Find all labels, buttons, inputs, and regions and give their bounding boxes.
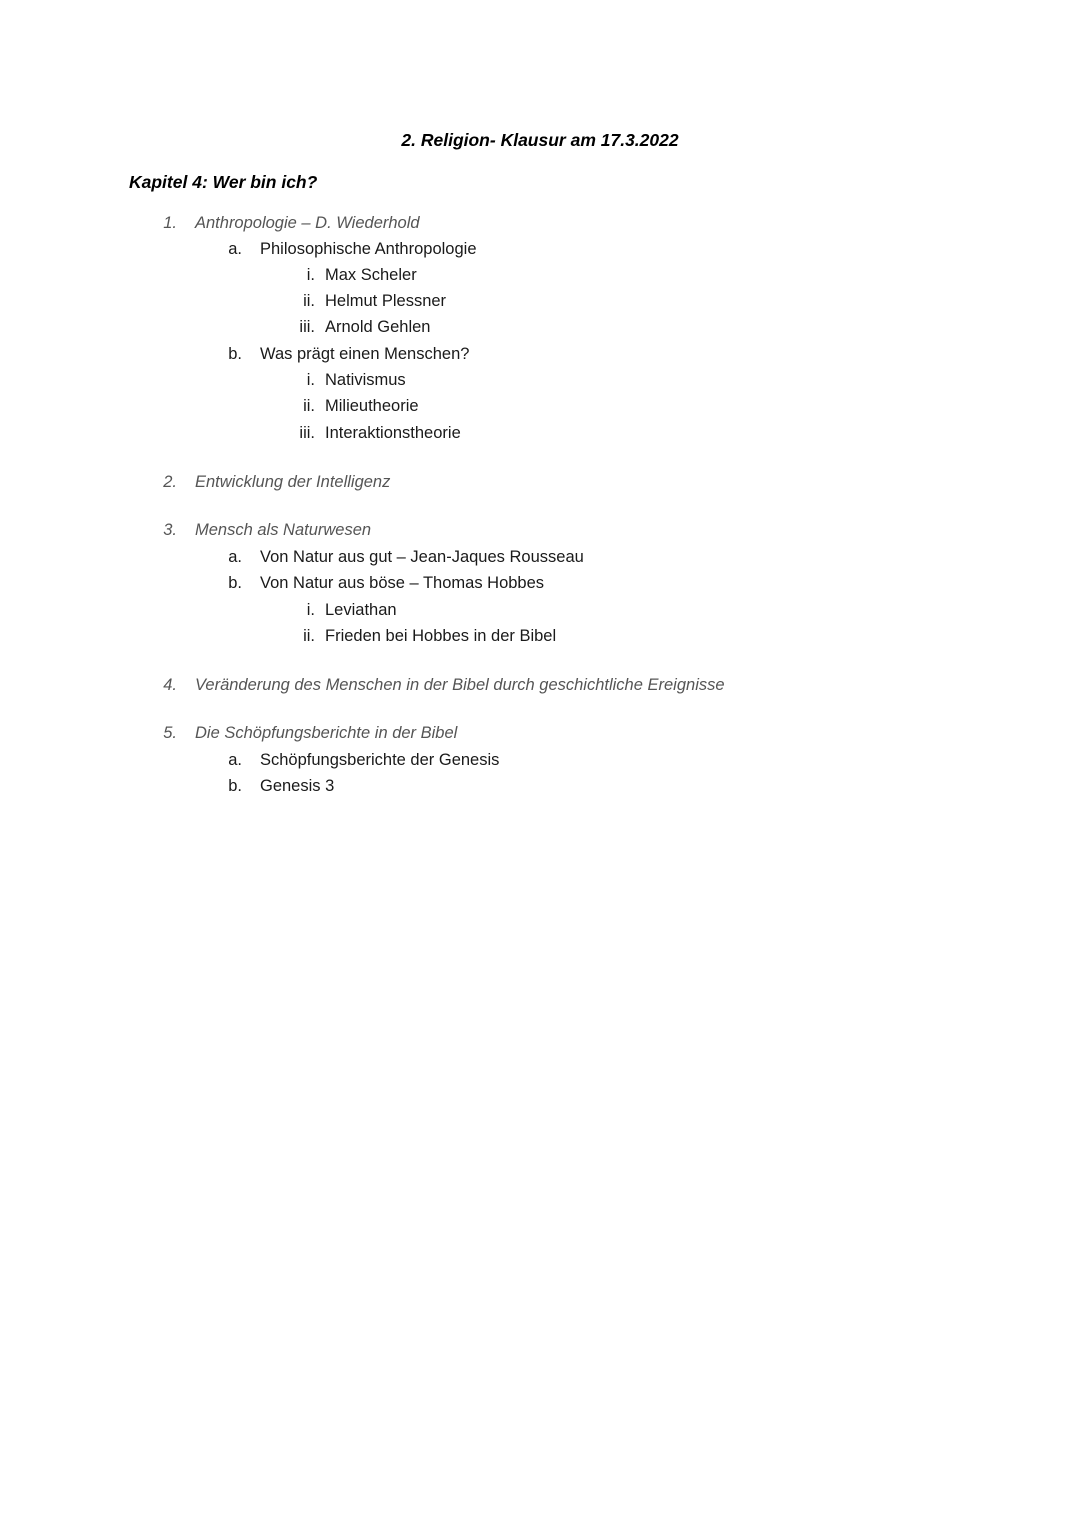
outline-letter: a. [228, 240, 242, 258]
outline-text: Anthropologie – D. Wiederhold [195, 214, 420, 232]
outline-roman: iii. [299, 318, 315, 336]
outline-roman: i. [306, 601, 315, 619]
outline-text: Arnold Gehlen [325, 318, 431, 336]
outline-roman: i. [306, 371, 315, 389]
outline-text: Von Natur aus böse – Thomas Hobbes [260, 574, 545, 592]
outline-text: Von Natur aus gut – Jean-Jaques Rousseau [260, 548, 584, 566]
outline-roman: iii. [299, 424, 315, 442]
page-title: 2. Religion- Klausur am 17.3.2022 [401, 130, 679, 150]
outline-text: Schöpfungsberichte der Genesis [260, 751, 500, 769]
outline-text: Die Schöpfungsberichte in der Bibel [195, 724, 458, 742]
outline-number: 2. [163, 473, 177, 491]
outline-letter: b. [228, 345, 242, 363]
outline-number: 3. [163, 521, 177, 539]
outline-number: 5. [163, 724, 177, 742]
outline-text: Veränderung des Menschen in der Bibel durch geschichtliche Ereignisse [195, 676, 725, 694]
outline-text: Was prägt einen Menschen? [260, 345, 470, 363]
outline-text: Leviathan [325, 601, 397, 619]
outline-roman: i. [306, 266, 315, 284]
outline-text: Genesis 3 [260, 777, 335, 795]
outline-letter: a. [228, 751, 242, 769]
outline-text: Philosophische Anthropologie [260, 240, 477, 258]
outline-text: Nativismus [325, 371, 406, 389]
outline-text: Frieden bei Hobbes in der Bibel [325, 627, 557, 645]
outline-letter: b. [228, 574, 242, 592]
outline-text: Milieutheorie [325, 397, 419, 415]
outline-number: 4. [163, 676, 177, 694]
outline-roman: ii. [303, 397, 315, 415]
outline-text: Helmut Plessner [325, 292, 447, 310]
outline-letter: a. [228, 548, 242, 566]
outline-number: 1. [163, 214, 177, 232]
chapter-heading: Kapitel 4: Wer bin ich? [129, 172, 318, 192]
outline-text: Interaktionstheorie [325, 424, 461, 442]
outline-letter: b. [228, 777, 242, 795]
outline-text: Max Scheler [325, 266, 417, 284]
outline-roman: ii. [303, 627, 315, 645]
outline-roman: ii. [303, 292, 315, 310]
outline-text: Mensch als Naturwesen [195, 521, 372, 539]
outline-text: Entwicklung der Intelligenz [195, 473, 391, 491]
